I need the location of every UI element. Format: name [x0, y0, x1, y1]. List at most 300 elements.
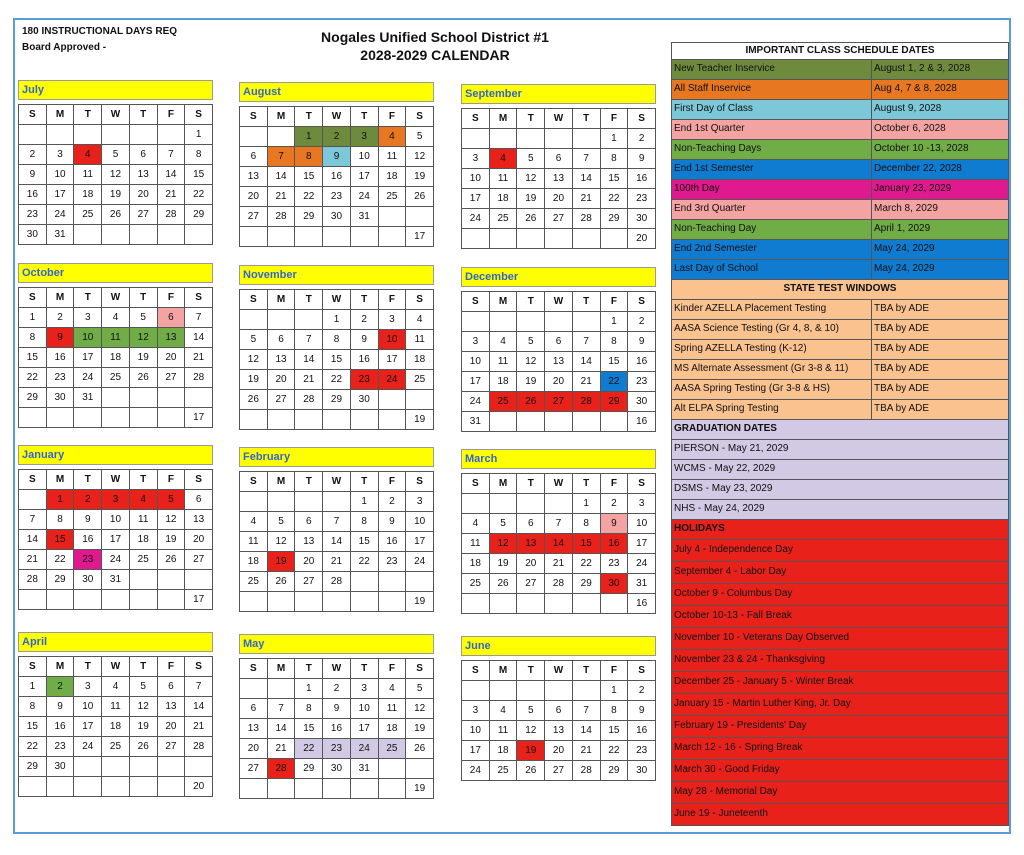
day-cell [379, 759, 407, 779]
day-cell: 27 [268, 390, 296, 410]
day-cell: 28 [545, 574, 573, 594]
day-cell [240, 227, 268, 247]
day-cell [102, 225, 130, 245]
day-cell: 14 [268, 167, 296, 187]
day-cell: 22 [295, 739, 323, 759]
info-row [671, 140, 1009, 160]
month-grid [18, 469, 213, 610]
info-value: TBA by ADE [874, 403, 930, 414]
day-cell: 23 [323, 739, 351, 759]
day-cell: 6 [295, 512, 323, 532]
weekday-header: T [130, 288, 158, 308]
weekday-header: T [130, 105, 158, 125]
holiday-item: July 4 - Independence Day [671, 540, 1009, 562]
day-cell: 6 [545, 701, 573, 721]
day-cell: 20 [158, 348, 186, 368]
month-name: March [461, 449, 656, 469]
day-cell: 8 [601, 701, 629, 721]
day-cell: 4 [462, 514, 490, 534]
day-cell: 19 [130, 717, 158, 737]
day-cell [130, 570, 158, 590]
day-cell: 26 [490, 574, 518, 594]
day-cell: 8 [601, 149, 629, 169]
day-cell: 15 [47, 530, 75, 550]
weekday-header: T [573, 109, 601, 129]
day-cell [130, 757, 158, 777]
day-cell [490, 412, 518, 432]
weekday-header: M [490, 474, 518, 494]
day-cell [295, 592, 323, 612]
schedule-title: IMPORTANT CLASS SCHEDULE DATES [671, 42, 1009, 60]
day-cell [268, 310, 296, 330]
day-cell: 10 [462, 352, 490, 372]
day-cell [490, 129, 518, 149]
day-cell: 30 [47, 757, 75, 777]
day-cell [268, 227, 296, 247]
day-cell: 31 [628, 574, 656, 594]
weekday-header: M [268, 472, 296, 492]
info-label: Last Day of School [672, 260, 872, 279]
day-cell [240, 410, 268, 430]
holiday-item: May 28 - Memorial Day [671, 782, 1009, 804]
day-cell: 5 [130, 677, 158, 697]
day-cell: 26 [158, 550, 186, 570]
month-may [239, 634, 434, 799]
day-cell: 16 [628, 352, 656, 372]
day-cell: 6 [268, 330, 296, 350]
calendar-title [290, 28, 580, 64]
day-cell [130, 388, 158, 408]
info-row [671, 60, 1009, 80]
day-cell: 20 [240, 187, 268, 207]
day-cell: 22 [19, 737, 47, 757]
month-grid [18, 656, 213, 797]
day-cell: 19 [406, 167, 434, 187]
day-cell: 24 [379, 370, 407, 390]
day-cell: 18 [406, 350, 434, 370]
day-cell: 28 [185, 368, 213, 388]
day-count: 16 [628, 594, 656, 614]
day-cell: 16 [47, 717, 75, 737]
day-cell: 15 [601, 169, 629, 189]
day-cell: 2 [323, 127, 351, 147]
graduation-list [671, 440, 1009, 520]
tests-list [671, 300, 1009, 420]
day-cell: 26 [517, 761, 545, 781]
day-cell: 18 [379, 167, 407, 187]
weekday-header: T [295, 659, 323, 679]
day-cell [323, 227, 351, 247]
day-cell: 5 [490, 514, 518, 534]
day-cell [573, 412, 601, 432]
weekday-header: M [47, 657, 75, 677]
weekday-header: M [47, 288, 75, 308]
day-cell [601, 594, 629, 614]
day-cell: 25 [490, 209, 518, 229]
weekday-header: M [268, 107, 296, 127]
day-cell: 18 [462, 554, 490, 574]
weekday-header: S [628, 661, 656, 681]
weekday-header: S [628, 109, 656, 129]
day-cell: 9 [351, 330, 379, 350]
day-cell: 1 [19, 677, 47, 697]
month-june [461, 636, 656, 781]
month-name: September [461, 84, 656, 104]
day-cell [379, 410, 407, 430]
day-cell: 1 [323, 310, 351, 330]
day-cell [74, 590, 102, 610]
info-label: Kinder AZELLA Placement Testing [672, 300, 872, 319]
day-cell [19, 408, 47, 428]
info-row [671, 340, 1009, 360]
day-cell: 13 [517, 534, 545, 554]
graduation-item: DSMS - May 23, 2029 [671, 480, 1009, 500]
day-cell: 10 [379, 330, 407, 350]
day-cell: 20 [268, 370, 296, 390]
day-cell: 10 [351, 147, 379, 167]
day-cell: 29 [19, 757, 47, 777]
day-cell: 9 [47, 328, 75, 348]
day-cell [517, 312, 545, 332]
weekday-header: F [379, 659, 407, 679]
month-grid [239, 471, 434, 612]
day-cell: 6 [240, 699, 268, 719]
weekday-header: S [462, 474, 490, 494]
day-cell: 27 [545, 392, 573, 412]
day-cell: 15 [19, 717, 47, 737]
day-cell: 25 [379, 739, 407, 759]
day-cell [158, 590, 186, 610]
day-cell: 23 [323, 187, 351, 207]
day-cell: 12 [406, 699, 434, 719]
day-count: 17 [185, 408, 213, 428]
day-cell: 11 [406, 330, 434, 350]
day-cell: 10 [47, 165, 75, 185]
day-cell [462, 681, 490, 701]
month-grid [461, 473, 656, 614]
day-cell: 9 [628, 332, 656, 352]
weekday-header: S [19, 105, 47, 125]
weekday-header: S [185, 288, 213, 308]
day-cell [130, 225, 158, 245]
month-july [18, 80, 213, 245]
day-cell [268, 127, 296, 147]
day-cell: 3 [74, 677, 102, 697]
info-value: August 1, 2 & 3, 2028 [874, 63, 971, 74]
day-cell: 27 [295, 572, 323, 592]
weekday-header: T [517, 292, 545, 312]
weekday-header: T [517, 474, 545, 494]
day-cell: 16 [628, 721, 656, 741]
info-label: End 1st Semester [672, 160, 872, 179]
day-cell: 18 [130, 530, 158, 550]
info-row [671, 80, 1009, 100]
day-cell [74, 777, 102, 797]
day-cell [47, 590, 75, 610]
weekday-header: S [462, 109, 490, 129]
day-cell: 15 [323, 350, 351, 370]
day-cell [130, 777, 158, 797]
day-cell: 17 [462, 741, 490, 761]
info-label: AASA Science Testing (Gr 4, 8, & 10) [672, 320, 872, 339]
weekday-header: W [102, 470, 130, 490]
day-cell: 1 [19, 308, 47, 328]
weekday-header: S [240, 290, 268, 310]
day-cell [462, 494, 490, 514]
day-cell [158, 408, 186, 428]
day-cell: 24 [406, 552, 434, 572]
info-label: Alt ELPA Spring Testing [672, 400, 872, 419]
info-label: First Day of Class [672, 100, 872, 119]
day-cell: 4 [102, 677, 130, 697]
day-cell: 21 [573, 189, 601, 209]
day-cell: 11 [462, 534, 490, 554]
weekday-header: S [406, 107, 434, 127]
weekday-header: W [323, 659, 351, 679]
weekday-header: T [351, 290, 379, 310]
day-cell: 3 [406, 492, 434, 512]
day-count: 19 [406, 779, 434, 799]
day-cell [102, 408, 130, 428]
weekday-header: M [268, 290, 296, 310]
month-name: October [18, 263, 213, 283]
day-cell: 28 [268, 207, 296, 227]
day-cell: 30 [74, 570, 102, 590]
day-cell: 1 [47, 490, 75, 510]
info-label: MS Alternate Assessment (Gr 3-8 & 11) [672, 360, 872, 379]
day-cell: 22 [323, 370, 351, 390]
day-cell: 23 [379, 552, 407, 572]
day-cell: 30 [351, 390, 379, 410]
day-cell [240, 492, 268, 512]
weekday-header: S [19, 657, 47, 677]
month-grid [461, 108, 656, 249]
day-cell: 4 [102, 308, 130, 328]
month-february [239, 447, 434, 612]
day-count: 19 [406, 592, 434, 612]
day-cell: 1 [601, 129, 629, 149]
day-cell [47, 125, 75, 145]
day-cell: 25 [102, 737, 130, 757]
weekday-header: S [406, 472, 434, 492]
day-cell [74, 408, 102, 428]
day-cell: 19 [102, 185, 130, 205]
day-cell: 18 [490, 741, 518, 761]
day-cell: 18 [240, 552, 268, 572]
day-cell: 5 [268, 512, 296, 532]
day-cell: 12 [517, 352, 545, 372]
info-value: March 8, 2029 [874, 203, 938, 214]
day-cell: 12 [268, 532, 296, 552]
day-cell: 19 [517, 372, 545, 392]
day-cell: 23 [601, 554, 629, 574]
day-cell: 13 [185, 510, 213, 530]
day-cell: 24 [351, 187, 379, 207]
weekday-header: F [601, 474, 629, 494]
day-cell: 12 [490, 534, 518, 554]
info-row [671, 360, 1009, 380]
month-name: August [239, 82, 434, 102]
day-cell: 5 [517, 701, 545, 721]
day-cell: 14 [573, 352, 601, 372]
day-cell: 19 [158, 530, 186, 550]
info-label: 100th Day [672, 180, 872, 199]
day-cell: 21 [268, 739, 296, 759]
day-cell: 21 [295, 370, 323, 390]
day-cell: 27 [130, 205, 158, 225]
header-info [22, 24, 177, 56]
day-cell [490, 594, 518, 614]
day-cell: 23 [351, 370, 379, 390]
holiday-item: October 9 - Columbus Day [671, 584, 1009, 606]
day-cell [406, 207, 434, 227]
holiday-item: March 12 - 16 - Spring Break [671, 738, 1009, 760]
info-label: End 2nd Semester [672, 240, 872, 259]
day-cell: 18 [379, 719, 407, 739]
day-cell: 8 [19, 697, 47, 717]
day-cell: 15 [601, 352, 629, 372]
day-cell [573, 312, 601, 332]
weekday-header: F [379, 290, 407, 310]
day-cell: 1 [601, 681, 629, 701]
day-cell [74, 225, 102, 245]
day-cell: 20 [158, 717, 186, 737]
holiday-item: September 4 - Labor Day [671, 562, 1009, 584]
weekday-header: M [47, 470, 75, 490]
day-cell: 27 [240, 759, 268, 779]
day-cell: 7 [573, 149, 601, 169]
day-cell: 3 [462, 149, 490, 169]
day-cell: 30 [628, 761, 656, 781]
day-cell: 2 [628, 129, 656, 149]
weekday-header: S [406, 659, 434, 679]
day-cell: 10 [74, 328, 102, 348]
day-cell: 5 [240, 330, 268, 350]
day-cell: 3 [462, 332, 490, 352]
day-cell: 20 [240, 739, 268, 759]
weekday-header: W [545, 109, 573, 129]
district-name: Nogales Unified School District #1 [321, 29, 549, 45]
day-cell: 1 [185, 125, 213, 145]
day-cell: 25 [240, 572, 268, 592]
day-cell: 24 [351, 739, 379, 759]
weekday-header: F [379, 472, 407, 492]
day-cell [268, 592, 296, 612]
day-cell: 26 [406, 187, 434, 207]
day-cell: 9 [628, 701, 656, 721]
info-row [671, 300, 1009, 320]
day-cell: 24 [74, 737, 102, 757]
day-cell [19, 490, 47, 510]
day-cell: 22 [185, 185, 213, 205]
day-cell: 9 [628, 149, 656, 169]
day-count: 19 [406, 410, 434, 430]
day-cell: 21 [545, 554, 573, 574]
day-cell: 17 [74, 717, 102, 737]
day-cell [158, 125, 186, 145]
day-cell: 20 [545, 741, 573, 761]
day-cell: 18 [490, 189, 518, 209]
weekday-header: T [130, 470, 158, 490]
day-cell: 26 [102, 205, 130, 225]
day-cell: 26 [517, 209, 545, 229]
day-cell: 23 [74, 550, 102, 570]
weekday-header: M [47, 105, 75, 125]
holiday-item: November 10 - Veterans Day Observed [671, 628, 1009, 650]
day-cell [406, 390, 434, 410]
weekday-header: T [74, 470, 102, 490]
day-cell: 31 [74, 388, 102, 408]
day-cell [295, 779, 323, 799]
weekday-header: S [19, 288, 47, 308]
day-cell [573, 229, 601, 249]
day-count: 17 [406, 227, 434, 247]
day-cell: 31 [462, 412, 490, 432]
day-cell: 7 [573, 701, 601, 721]
day-cell [517, 594, 545, 614]
weekday-header: S [628, 474, 656, 494]
day-cell: 29 [573, 574, 601, 594]
day-cell [47, 777, 75, 797]
weekday-header: W [323, 472, 351, 492]
day-cell: 3 [351, 679, 379, 699]
day-cell: 9 [19, 165, 47, 185]
day-cell: 3 [74, 308, 102, 328]
day-cell: 16 [601, 534, 629, 554]
holiday-item: January 15 - Martin Luther King, Jr. Day [671, 694, 1009, 716]
day-cell: 5 [158, 490, 186, 510]
info-label: Spring AZELLA Testing (K-12) [672, 340, 872, 359]
day-cell: 25 [379, 187, 407, 207]
month-grid [18, 287, 213, 428]
info-label: Non-Teaching Days [672, 140, 872, 159]
day-cell: 4 [74, 145, 102, 165]
info-value: October 6, 2028 [874, 123, 946, 134]
weekday-header: F [158, 105, 186, 125]
day-cell: 17 [406, 532, 434, 552]
day-cell [158, 777, 186, 797]
day-cell: 19 [490, 554, 518, 574]
day-cell: 21 [573, 372, 601, 392]
day-cell: 2 [47, 308, 75, 328]
weekday-header: T [295, 290, 323, 310]
info-label: End 1st Quarter [672, 120, 872, 139]
day-cell: 26 [517, 392, 545, 412]
day-cell: 22 [601, 189, 629, 209]
day-cell: 17 [462, 189, 490, 209]
day-cell: 28 [158, 205, 186, 225]
day-cell: 30 [628, 209, 656, 229]
day-cell: 14 [573, 721, 601, 741]
day-cell: 8 [19, 328, 47, 348]
day-cell [240, 592, 268, 612]
day-cell [545, 312, 573, 332]
day-cell: 7 [185, 308, 213, 328]
day-cell [379, 592, 407, 612]
day-cell: 22 [19, 368, 47, 388]
weekday-header: F [601, 661, 629, 681]
day-cell [323, 779, 351, 799]
day-cell: 30 [628, 392, 656, 412]
day-cell [102, 590, 130, 610]
day-cell: 13 [295, 532, 323, 552]
weekday-header: S [19, 470, 47, 490]
day-cell: 15 [573, 534, 601, 554]
day-cell [295, 227, 323, 247]
month-november [239, 265, 434, 430]
day-cell: 10 [628, 514, 656, 534]
day-cell: 17 [628, 534, 656, 554]
